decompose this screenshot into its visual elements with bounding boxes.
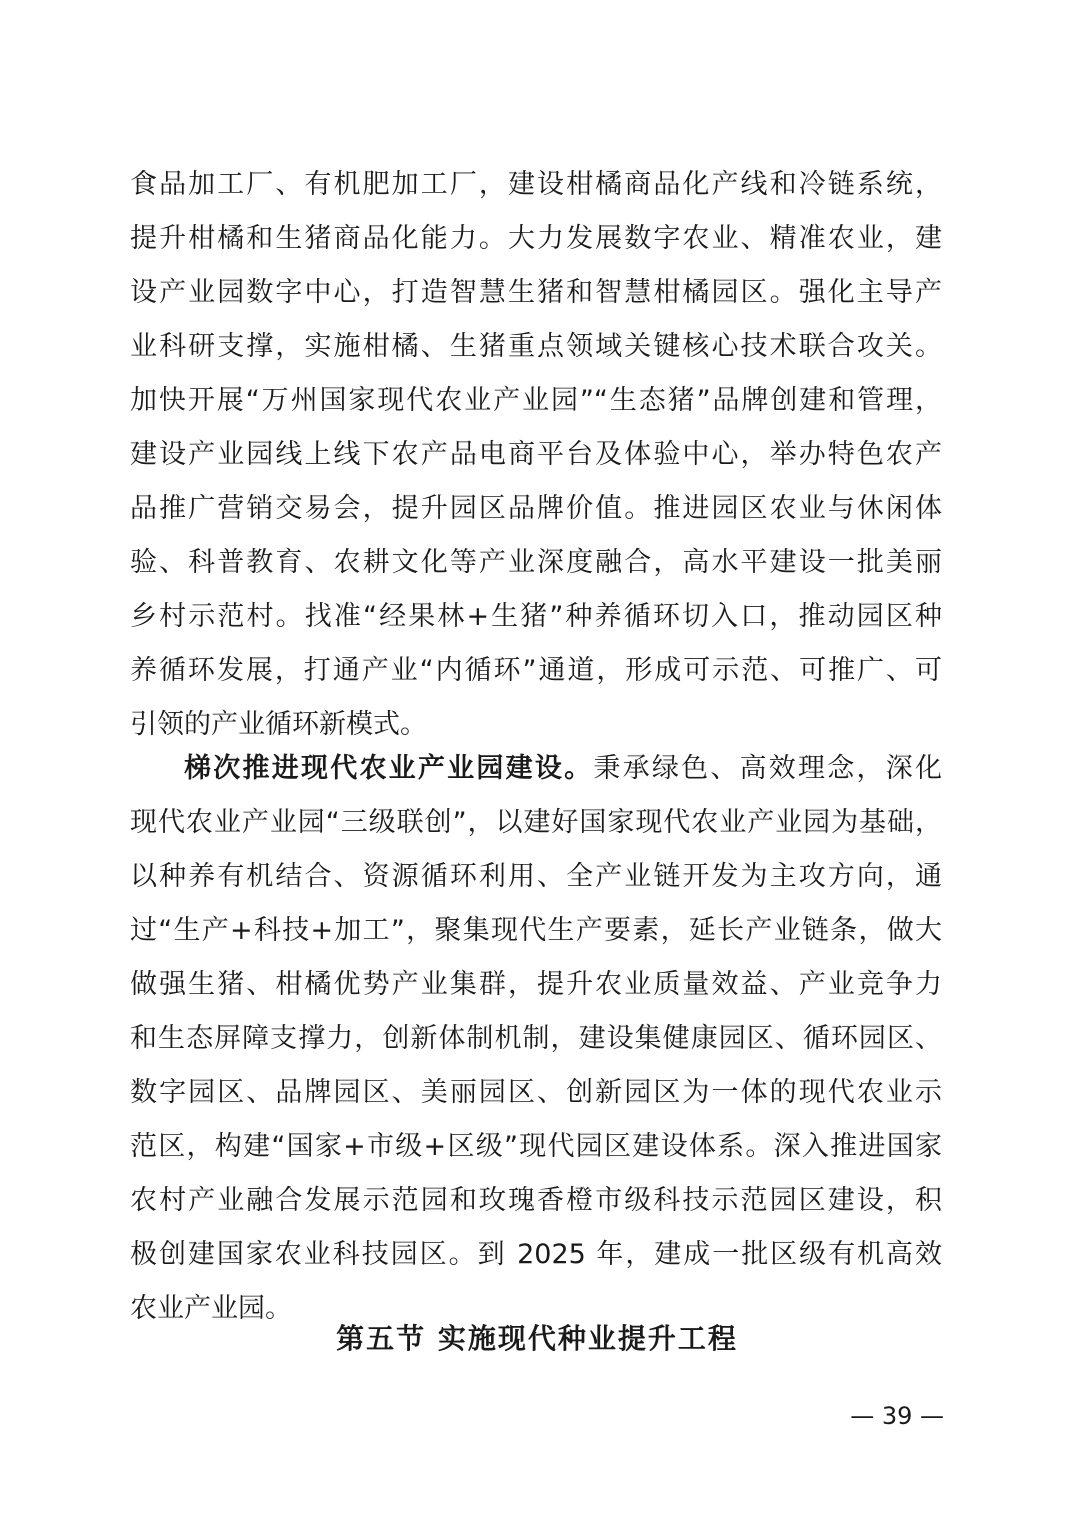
- paragraph-line: 农村产业融合发展示范园和玫瑰香橙市级科技示范园区建设，积: [130, 1185, 942, 1216]
- paragraph-line: 食品加工厂、有机肥加工厂，建设柑橘商品化产线和冷链系统，: [130, 169, 942, 200]
- paragraph-line: 极创建国家农业科技园区。到 2025 年，建成一批区级有机高效: [130, 1239, 942, 1270]
- paragraph-line: 数字园区、品牌园区、美丽园区、创新园区为一体的现代农业示: [130, 1077, 942, 1108]
- paragraph-line: 做强生猪、柑橘优势产业集群，提升农业质量效益、产业竞争力: [130, 969, 942, 1000]
- paragraph-first-line: [130, 742, 942, 796]
- paragraph-line: 业科研支撑，实施柑橘、生猪重点领域关键核心技术联合攻关。: [130, 331, 942, 362]
- section-heading: 第五节 实施现代种业提升工程: [336, 1322, 738, 1355]
- paragraph-line: 过“生产+科技+加工”，聚集现代生产要素，延长产业链条，做大: [130, 915, 942, 946]
- paragraph-first-line-text: 秉承绿色、高效理念，深化: [593, 753, 942, 784]
- paragraph-line: 设产业园数字中心，打造智慧生猪和智慧柑橘园区。强化主导产: [130, 277, 942, 308]
- paragraph-2: [130, 742, 942, 1336]
- paragraph-line: 以种养有机结合、资源循环利用、全产业链开发为主攻方向，通: [130, 861, 942, 892]
- paragraph-heading: 梯次推进现代农业产业园建设。: [184, 753, 594, 784]
- paragraph-line: 引领的产业循环新模式。: [130, 709, 427, 740]
- paragraph-line: 养循环发展，打通产业“内循环”通道，形成可示范、可推广、可: [130, 655, 942, 686]
- paragraph-line: 提升柑橘和生猪商品化能力。大力发展数字农业、精准农业，建: [130, 223, 942, 254]
- paragraph-line: 现代农业产业园“三级联创”，以建好国家现代农业产业园为基础，: [130, 807, 942, 838]
- paragraph-line: 农业产业园。: [130, 1293, 292, 1324]
- paragraph-line: 加快开展“万州国家现代农业产业园”“生态猪”品牌创建和管理，: [130, 385, 942, 416]
- paragraph-line: 和生态屏障支撑力，创新体制机制，建设集健康园区、循环园区、: [130, 1023, 942, 1054]
- page-number: — 39 —: [850, 1402, 944, 1430]
- paragraph-line: 范区，构建“国家+市级+区级”现代园区建设体系。深入推进国家: [130, 1131, 942, 1162]
- paragraph-line: 建设产业园线上线下农产品电商平台及体验中心，举办特色农产: [130, 439, 942, 470]
- paragraph-line: 品推广营销交易会，提升园区品牌价值。推进园区农业与休闲体: [130, 493, 942, 524]
- paragraph-1: [130, 158, 942, 752]
- paragraph-line: 乡村示范村。找准“经果林+生猪”种养循环切入口，推动园区种: [130, 601, 942, 632]
- paragraph-line: 验、科普教育、农耕文化等产业深度融合，高水平建设一批美丽: [130, 547, 942, 578]
